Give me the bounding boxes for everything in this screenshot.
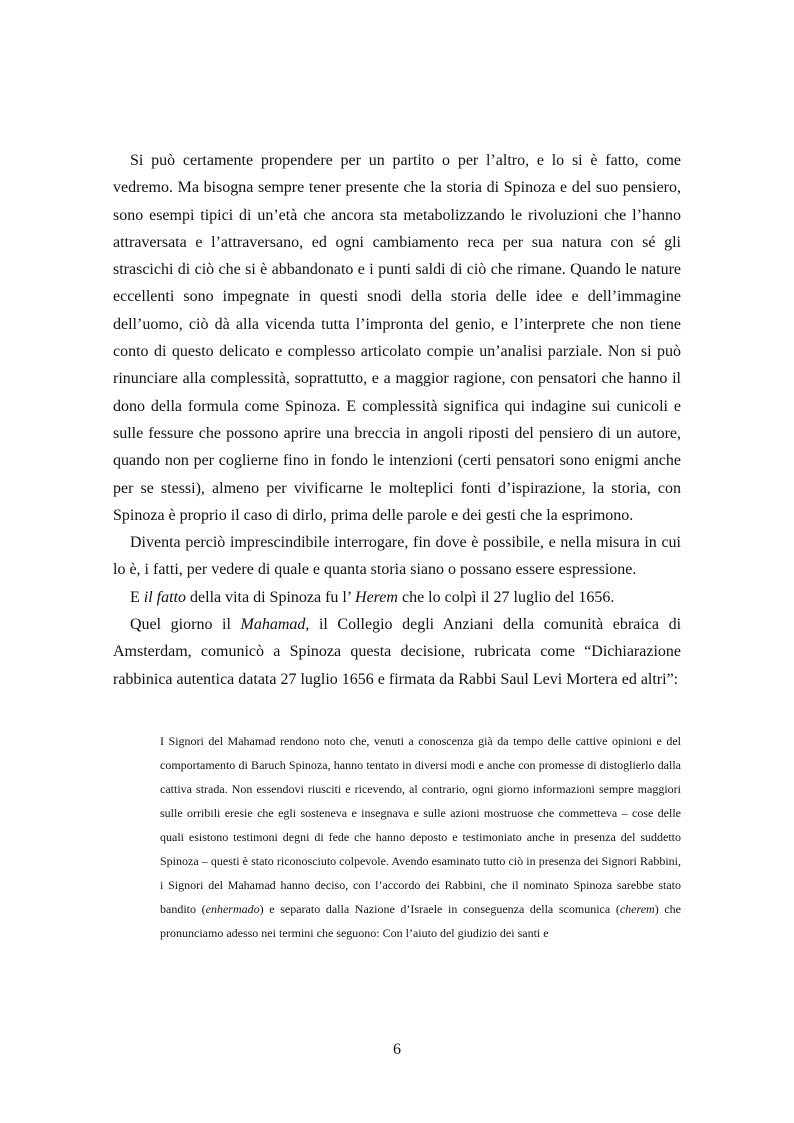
text-segment: ) e separato dalla Nazione d’Israele in conseguenza della scomunica ( — [259, 902, 620, 916]
block-quote — [160, 729, 681, 945]
text-segment: Diventa perciò imprescindibile interrogare, fin dove è possibile, e nella misura in cui lo è, i fatti, per vedere di quale e quanta storia siano o possano essere espressione. — [113, 534, 681, 579]
paragraph — [113, 584, 681, 611]
text-segment: E — [130, 588, 144, 606]
italic-segment: Mahamad — [240, 616, 306, 634]
italic-segment: il fatto — [143, 588, 187, 606]
text-segment: I Signori del Mahamad rendono noto che, venuti a conoscenza già da tempo delle cattive opinioni e del comportamento di Baruch Spinoza, hanno tentato in diversi modi e anche con promesse di distoglierlo dalla cattiva strada. Non essendovi riusciti e ricevendo, al contrario, ogni giorno informazioni sempre maggiori sulle orribili eresie che egli sosteneva e insegnava e sulle azioni mostruose che commetteva – cose delle quali esistono testimoni degni di fede che hanno deposto e testimoniato anche in presenza del suddetto Spinoza – questi è stato riconosciuto colpevole. Avendo esaminato tutto ciò in presenza dei Signori Rabbini, i Signori del Mahamad hanno deciso, con l’accordo dei Rabbini, che il nominato Spinoza sarebbe stato bandito ( — [160, 734, 681, 916]
body-text — [113, 147, 681, 693]
italic-segment: cherem — [619, 902, 655, 916]
italic-segment: enhermado — [205, 902, 260, 916]
text-segment: , il Collegio degli Anziani della comunità ebraica di Amsterdam, comunicò a Spinoza questa decisione, rubricata come “Dichiarazione rabbinica autentica datata 27 luglio 1656 e firmata da Rabbi Saul Levi Mortera ed altri”: — [113, 616, 682, 688]
text-segment: che lo colpì il 27 luglio del 1656. — [397, 588, 615, 606]
text-segment: della vita di Spinoza fu l’ — [186, 588, 356, 606]
text-segment: Quel giorno il — [130, 616, 241, 634]
text-segment: ) che pronunciamo adesso nei termini che seguono: Con l’aiuto del giudizio dei santi e — [160, 902, 682, 940]
paragraph — [113, 611, 681, 693]
page-number: 6 — [393, 1041, 401, 1058]
paragraph — [113, 147, 681, 529]
quote-paragraph — [160, 729, 681, 945]
text-segment: Si può certamente propendere per un partito o per l’altro, e lo si è fatto, come vedremo. Ma bisogna sempre tener presente che la storia di Spinoza e del suo pensiero, sono esempi tipici di un’età che ancora sta metabolizzando le rivoluzioni che l’hanno attraversata e l’attraversano, ed ogni cambiamento reca per sua natura con sé gli strascichi di ciò che si è abbandonato e i punti saldi di ciò che rimane. Quando le nature eccellenti sono impegnate in questi snodi della storia delle idee e dell’immagine dell’uomo, ciò dà alla vicenda tutta l’impronta del genio, e l’interprete che non tiene conto di questo delicato e complesso articolato compie un’analisi parziale. Non si può rinunciare alla complessità, soprattutto, e a maggior ragione, con pensatori che hanno il dono della formula come Spinoza. E complessità significa qui indagine sui cunicoli e sulle fessure che possono aprire una breccia in angoli riposti del pensiero di un autore, quando non per coglierne fino in fondo le intenzioni (certi pensatori sono enigmi anche per se stessi), almeno per vivificarne le molteplici fonti d’ispirazione, la storia, con Spinoza è proprio il caso di dirlo, prima delle parole e dei gesti che la esprimono. — [113, 152, 681, 524]
paragraph — [113, 529, 681, 584]
italic-segment: Herem — [355, 588, 398, 606]
